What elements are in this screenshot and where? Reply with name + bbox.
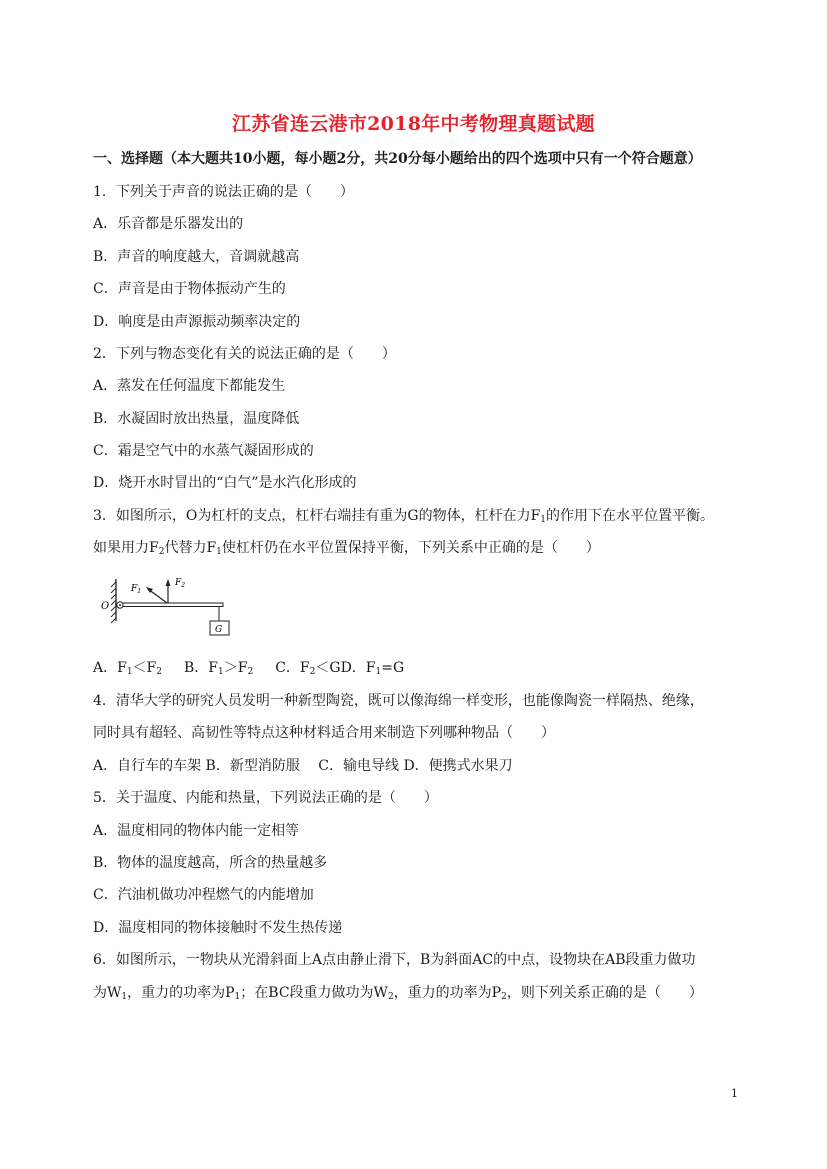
- pivot-dot: [119, 604, 121, 606]
- q1-option-c: C．声音是由于物体振动产生的: [93, 281, 286, 297]
- q5-option-b: B．物体的温度越高，所含的热量越多: [93, 855, 328, 871]
- q1-option-a: A．乐音都是乐器发出的: [93, 216, 244, 232]
- q5-stem: 5．关于温度、内能和热量，下列说法正确的是（ ）: [93, 790, 438, 806]
- q2-option-b: B．水凝固时放出热量，温度降低: [93, 411, 300, 427]
- section-heading: 一、选择题（本大题共10小题，每小题2分，共20分每小题给出的四个选项中只有一个符合题意）: [93, 151, 702, 167]
- q6-stem-line1: 6．如图所示，一物块从光滑斜面上A点由静止滑下，B为斜面AC的中点，设物块在AB段重力做功: [93, 952, 696, 968]
- q1-option-b: B．声音的响度越大，音调就越高: [93, 249, 300, 265]
- q2-stem: 2．下列与物态变化有关的说法正确的是（ ）: [93, 346, 396, 362]
- exam-title: 江苏省连云港市2018年中考物理真题试题: [232, 113, 595, 135]
- q5-option-c: C．汽油机做功冲程燃气的内能增加: [93, 887, 314, 903]
- label-f1: $F_1$: [131, 584, 142, 595]
- q4-stem-line2: 同时具有超轻、高韧性等特点这种材料适合用来制造下列哪种物品（ ）: [93, 725, 555, 741]
- q1-stem: 1．下列关于声音的说法正确的是（ ）: [93, 184, 354, 200]
- q1-option-d: D．响度是由声源振动频率决定的: [93, 314, 301, 330]
- q6-stem-line2: 为$W_1$，重力的功率为$P_1$；在BC段重力做功为$W_2$，重力的功率为$P_2$，则下列关系正确的是（ ）: [93, 985, 703, 1002]
- q3-stem-line2: 如果用力$F_2$代替力$F_1$使杠杆仍在水平位置保持平衡，下列关系中正确的是（ ）: [93, 540, 600, 557]
- label-o: O: [101, 601, 110, 612]
- lever-bar: [123, 603, 223, 607]
- q4-stem-line1: 4．清华大学的研究人员发明一种新型陶瓷，既可以像海绵一样变形，也能像陶瓷一样隔热、绝缘，: [93, 693, 704, 709]
- page-number: 1: [731, 1087, 738, 1100]
- q2-option-a: A．蒸发在任何温度下都能发生: [93, 378, 286, 394]
- q5-option-a: A．温度相同的物体内能一定相等: [93, 823, 300, 839]
- wall-hatching: [111, 582, 116, 623]
- q2-option-d: D．烧开水时冒出的“白气”是水汽化形成的: [93, 475, 357, 491]
- q3-options: A．$F_1<F_2$ B．$F_1>F_2$ C．$F_2<GD$．$F_1=G$: [93, 660, 405, 677]
- q3-stem-line1: 3．如图所示，O为杠杆的支点，杠杆右端挂有重为G的物体，杠杆在力$F_1$的作用下在水平位置平衡。: [93, 508, 715, 525]
- f2-arrowhead: [166, 579, 171, 586]
- q2-option-c: C．霜是空气中的水蒸气凝固形成的: [93, 443, 314, 459]
- q5-option-d: D．温度相同的物体接触时不发生热传递: [93, 920, 343, 936]
- q4-options: A．自行车的车架 B．新型消防服 C．输电导线 D．便携式水果刀: [93, 758, 513, 774]
- lever-figure: [96, 573, 241, 643]
- label-g: G: [215, 625, 223, 635]
- label-f2: $F_2$: [175, 578, 186, 589]
